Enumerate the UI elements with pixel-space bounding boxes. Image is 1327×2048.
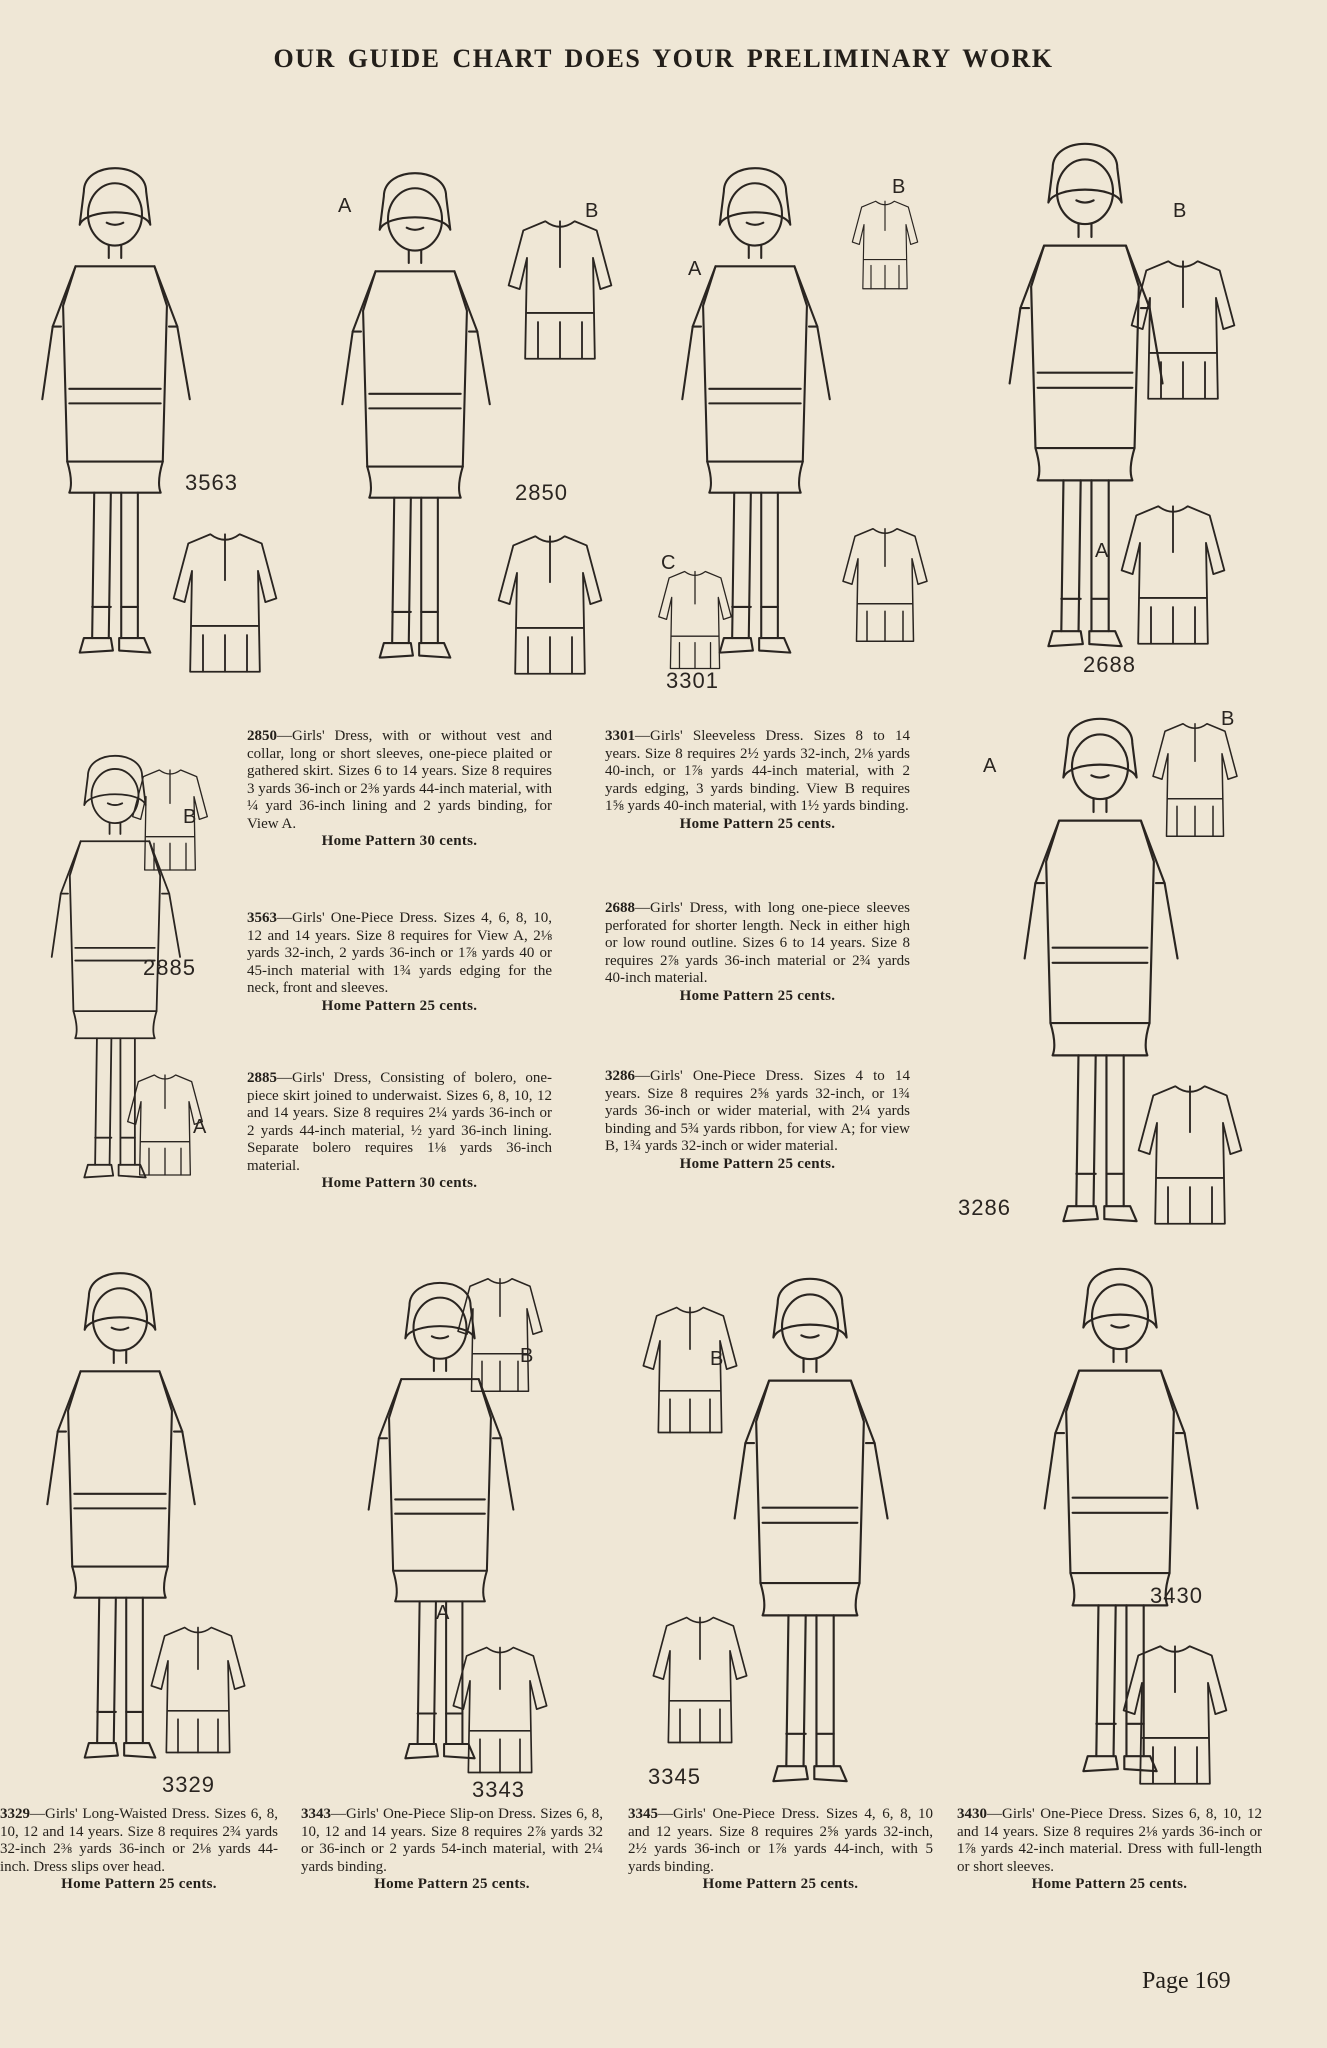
- figure-3563-back: [170, 508, 280, 698]
- label-3301: 3301: [666, 668, 719, 693]
- label-3301-view-a: A: [688, 258, 703, 280]
- label-3345-view-b: B: [710, 1348, 725, 1370]
- label-3343: 3343: [472, 1777, 525, 1802]
- label-2688-view-b: B: [1173, 200, 1188, 222]
- figure-3430-back: [1120, 1630, 1230, 1800]
- figure-2688-view-b: [1128, 250, 1238, 410]
- label-2688-view-a: A: [1095, 540, 1110, 562]
- figure-2850-view-b: [505, 205, 615, 375]
- label-3343-view-a: A: [436, 1602, 451, 1624]
- description-3301: 3301—Girls' Sleeveless Dress. Sizes 8 to 14 years. Size 8 requires 2½ yards 32-inch, 2⅛ yards 40-inch, or 1⅞ yards 44-inch material, with 2 yards edging, 3 yards binding. View B requires 1⅝ yards 40-inch material, with 1½ yards binding. Home Pattern 25 cents.: [605, 728, 910, 832]
- label-3430: 3430: [1150, 1583, 1203, 1608]
- description-3563: 3563—Girls' One-Piece Dress. Sizes 4, 6, 8, 10, 12 and 14 years. Size 8 requires for View A, 2⅛ yards 32-inch, 2 yards 36-inch or 1⅞ yards 40 or 45-inch material with 1¾ yards edging for the neck, front and sleeves. Home Pattern 25 cents.: [247, 910, 552, 1014]
- figure-3301-view-c: [650, 565, 740, 675]
- description-3345: 3345—Girls' One-Piece Dress. Sizes 4, 6, 8, 10 and 12 years. Size 8 requires 2⅝ yards 32-inch, 2½ yards 36-inch or 1⅞ yards 44-inch, with 5 yards binding. Home Pattern 25 cents.: [628, 1806, 933, 1892]
- figure-2885-view-b: [130, 755, 210, 885]
- description-2850: 2850—Girls' Dress, with or without vest and collar, long or short sleeves, one-piece plaited or gathered skirt. Sizes 6 to 14 years. Size 8 requires 3 yards 36-inch or 2⅜ yards 44-inch material, with ¼ yard 36-inch lining and 2 yards binding, for View A. Home Pattern 30 cents.: [247, 728, 552, 849]
- label-2850-view-a: A: [338, 195, 353, 217]
- label-3345: 3345: [648, 1764, 701, 1789]
- figure-3343-back: [450, 1635, 550, 1785]
- label-2885: 2885: [143, 955, 196, 980]
- label-2850-view-b: B: [585, 200, 600, 222]
- figure-2850-back: [495, 520, 605, 690]
- label-3286-view-a: A: [983, 755, 998, 777]
- figure-3301-back: [840, 520, 930, 650]
- label-3301-view-c: C: [661, 552, 677, 574]
- label-3563: 3563: [185, 470, 238, 495]
- label-2688: 2688: [1083, 652, 1136, 677]
- description-2885: 2885—Girls' Dress, Consisting of bolero, one-piece skirt joined to underwaist. Sizes 6, 8, 10, 12 and 14 years. Size 8 requires 2¼ yards 36-inch or 2 yards 44-inch material, ½ yard 36-inch lining. Separate bolero requires 1⅛ yards 36-inch material. Home Pattern 30 cents.: [247, 1070, 552, 1191]
- figure-3301-view-b: [850, 185, 920, 305]
- page-title: OUR GUIDE CHART DOES YOUR PRELIMINARY WORK: [273, 44, 1054, 73]
- description-2688: 2688—Girls' Dress, with long one-piece sleeves perforated for shorter length. Neck in either high or low round outline. Sizes 6 to 14 years. Size 8 requires 2⅞ yards 36-inch material or 2¾ yards 40-inch material. Home Pattern 25 cents.: [605, 900, 910, 1004]
- description-3286: 3286—Girls' One-Piece Dress. Sizes 4 to 14 years. Size 8 requires 2⅝ yards 32-inch, or 1¾ yards 36-inch or wider material, with 2¼ yards binding and 5¾ yards ribbon, for view A; for view B, 1¾ yards 32-inch or wider material. Home Pattern 25 cents.: [605, 1068, 910, 1172]
- figure-3286-view-b: [1150, 715, 1240, 845]
- label-2885-view-a: A: [193, 1116, 208, 1138]
- page-number: Page 169: [1142, 1968, 1231, 1994]
- figure-3345-back: [650, 1605, 750, 1755]
- label-3329: 3329: [162, 1772, 215, 1797]
- figure-3329-back: [148, 1610, 248, 1770]
- label-3343-view-b: B: [520, 1345, 535, 1367]
- label-3286: 3286: [958, 1195, 1011, 1220]
- figure-3286-back: [1135, 1070, 1245, 1240]
- description-3329: 3329—Girls' Long-Waisted Dress. Sizes 6, 8, 10, 12 and 14 years. Size 8 requires 2¾ yards 32-inch 2⅜ yards 36-inch or 2⅛ yards 44-inch. Dress slips over head. Home Pattern 25 cents.: [0, 1806, 278, 1892]
- figure-3343-view-b: [455, 1265, 545, 1405]
- description-3343: 3343—Girls' One-Piece Slip-on Dress. Sizes 6, 8, 10, 12 and 14 years. Size 8 requires 2⅞ yards 32 or 36-inch or 2 yards 54-inch material, with 2¼ yards binding. Home Pattern 25 cents.: [301, 1806, 603, 1892]
- figure-2688-back: [1118, 490, 1228, 660]
- description-3430: 3430—Girls' One-Piece Dress. Sizes 6, 8, 10, 12 and 14 years. Size 8 requires 2⅛ yards 36-inch or 1⅞ yards 42-inch material. Dress with full-length or short sleeves. Home Pattern 25 cents.: [957, 1806, 1262, 1892]
- label-2885-view-b: B: [183, 806, 198, 828]
- label-3301-view-b: B: [892, 176, 907, 198]
- label-3286-view-b: B: [1221, 708, 1236, 730]
- label-2850: 2850: [515, 480, 568, 505]
